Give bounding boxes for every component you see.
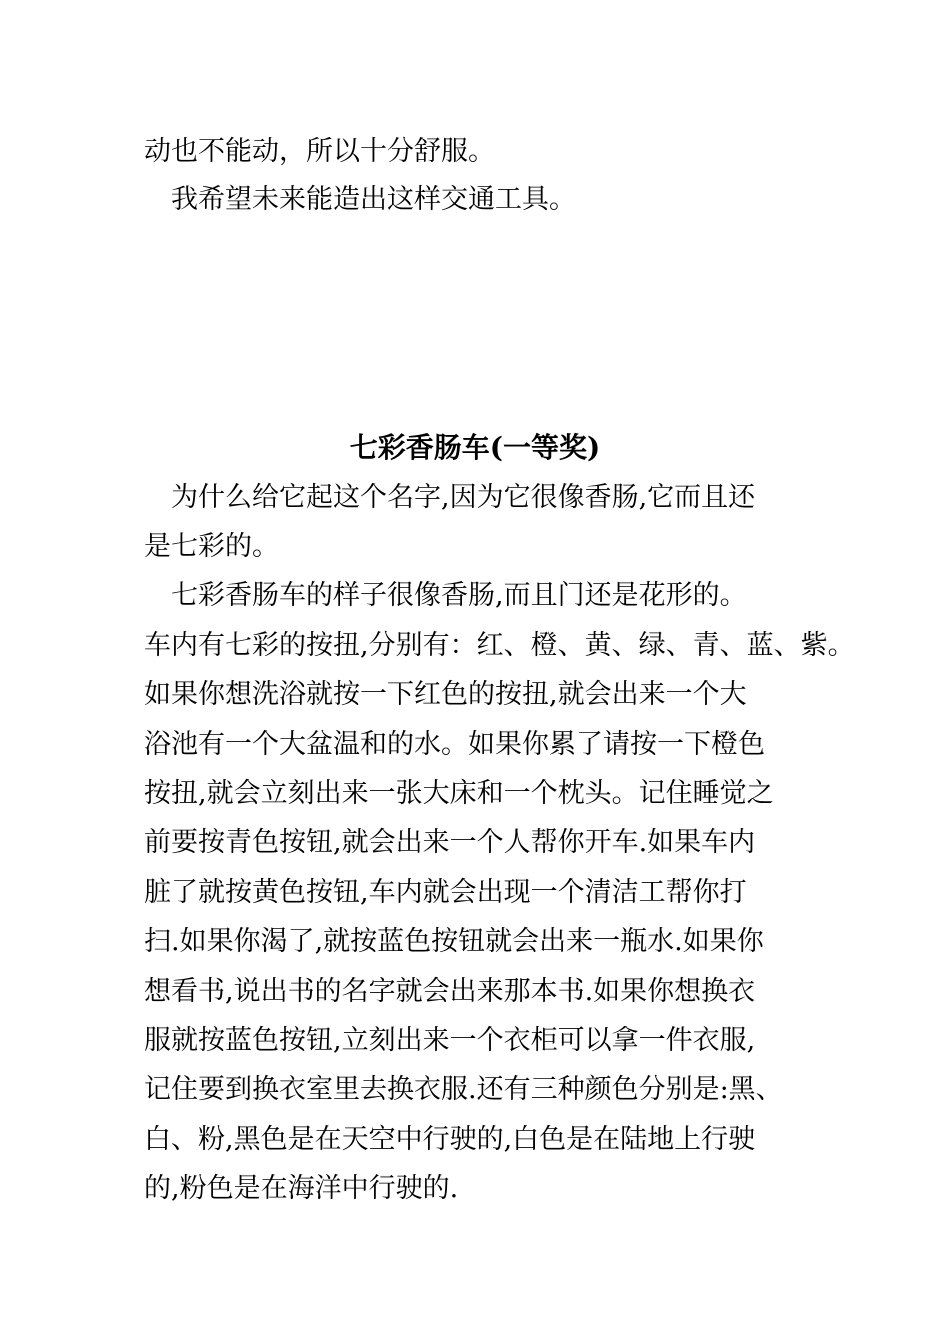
text-line: 为什么给它起这个名字,因为它很像香肠,它而且还 xyxy=(144,482,756,513)
text-line: 记住要到换衣室里去换衣服.还有三种颜色分别是:黑、 xyxy=(144,1074,783,1105)
text-line: 动也不能动，所以十分舒服。 xyxy=(144,136,495,167)
text-line: 七彩香肠车的样子很像香肠,而且门还是花形的。 xyxy=(144,580,747,611)
text-line: 脏了就按黄色按钮,车内就会出现一个清洁工帮你打 xyxy=(144,877,747,908)
text-line: 服就按蓝色按钮,立刻出来一个衣柜可以拿一件衣服, xyxy=(144,1025,756,1056)
text-line: 的,粉色是在海洋中行驶的. xyxy=(144,1173,459,1204)
text-line: 按扭,就会立刻出来一张大床和一个枕头。记住睡觉之 xyxy=(144,778,774,809)
text-line: 我希望未来能造出这样交通工具。 xyxy=(144,184,576,215)
text-line: 车内有七彩的按扭,分别有：红、橙、黄、绿、青、蓝、紫。 xyxy=(144,630,855,661)
essay-title: 七彩香肠车(一等奖) xyxy=(349,431,601,464)
text-line: 前要按青色按钮,就会出来一个人帮你开车.如果车内 xyxy=(144,827,756,858)
text-line: 想看书,说出书的名字就会出来那本书.如果你想换衣 xyxy=(144,976,756,1007)
text-line: 扫.如果你渴了,就按蓝色按钮就会出来一瓶水.如果你 xyxy=(144,926,764,957)
text-line: 是七彩的。 xyxy=(144,531,279,562)
text-line: 白、粉,黑色是在天空中行驶的,白色是在陆地上行驶 xyxy=(144,1124,756,1155)
text-line: 如果你想洗浴就按一下红色的按扭,就会出来一个大 xyxy=(144,679,747,710)
text-line: 浴池有一个大盆温和的水。如果你累了请按一下橙色 xyxy=(144,729,765,760)
